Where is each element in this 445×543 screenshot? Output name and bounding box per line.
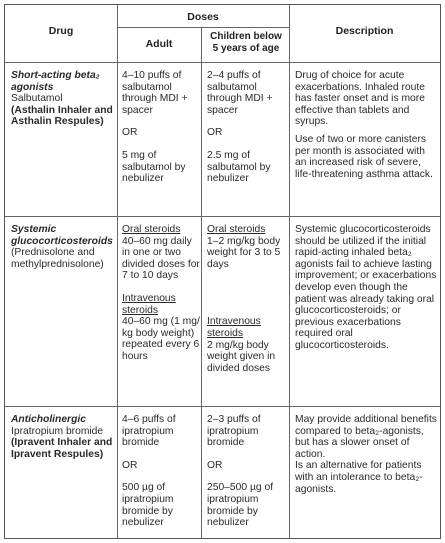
dose-text: 2–4 puffs of salbutamol through MDI + spacer [207, 70, 273, 116]
adult-dose-cell-3 [122, 414, 200, 529]
drug-brand: (Asthalin Inhaler and Asthalin Respules) [11, 104, 113, 128]
or-label: OR [122, 459, 138, 471]
header-description: Description [335, 25, 394, 37]
drug-generic: Salbutamol [11, 93, 63, 105]
drug-generic: (Prednisolone and methylprednisolone) [11, 247, 104, 270]
drug-title: Anticholinergic [11, 414, 86, 425]
route-heading: Oral steroids [122, 224, 181, 235]
adult-dose-cell-1 [122, 70, 200, 185]
or-label: OR [207, 127, 223, 139]
drug-dose-table [4, 4, 441, 539]
description-cell-2 [295, 224, 437, 352]
drug-title: Short-acting beta₂ agonists [11, 70, 100, 93]
drug-cell-2 [11, 224, 115, 270]
divider [117, 27, 289, 28]
child-dose-cell-3 [207, 414, 287, 529]
or-label: OR [207, 459, 223, 471]
route-heading: Intravenous steroids [122, 292, 176, 316]
adult-dose-cell-2 [122, 224, 200, 363]
dose-text: 4–10 puffs of salbutamol through MDI + spacer [122, 70, 188, 116]
drug-cell-3 [11, 414, 113, 460]
divider [117, 5, 118, 538]
divider [5, 216, 440, 217]
header-adult: Adult [145, 38, 173, 50]
drug-cell-1 [11, 70, 113, 128]
dose-text: 40–60 mg daily in one or two divided doses for 7 to 10 days [122, 235, 200, 282]
description-text: Systemic glucocorticosteroids should be utilized if the initial rapid-acting inhaled beta₂ agonists fail to achieve lasting improvement; or exacerbations develop even though the patient was already taking oral glucocorticosteroids; or previous exacerbations required oral glucocorticosteroids. [295, 224, 437, 351]
drug-brand: (Ipravent Inhaler and Ipravent Respules) [11, 437, 113, 460]
dose-text: 500 µg of ipratropium bromide by nebulizer [122, 482, 174, 529]
description-text: Is an alternative for patients with an intolerance to beta₂-agonists. [295, 460, 423, 495]
divider [289, 5, 290, 538]
dose-text: 2 mg/kg body weight given in divided doses [207, 339, 276, 374]
description-text: Use of two or more canisters per month is associated with an increased risk of severe, life-threatening asthma attack. [295, 133, 433, 180]
header-drug: Drug [48, 25, 74, 37]
child-dose-cell-2 [207, 224, 287, 374]
child-dose-cell-1 [207, 70, 287, 185]
dose-text: 1–2 mg/kg body weight for 3 to 5 days [207, 235, 281, 270]
description-text: Drug of choice for acute exacerbations. Inhaled route has faster onset and is more effective than tablets and syrups. [295, 70, 425, 128]
description-cell-1 [295, 70, 437, 180]
dose-text: 2–3 puffs of ipratropium bromide [207, 414, 261, 449]
route-heading: Oral steroids [207, 224, 266, 235]
dose-text: 5 mg of salbutamol by nebulizer [122, 149, 186, 185]
divider [201, 27, 202, 538]
drug-title: Systemic glucocorticosteroids [11, 224, 113, 247]
header-children: Children below 5 years of age [210, 31, 282, 54]
description-cell-3 [295, 414, 437, 495]
description-text: May provide additional benefits compared to beta₂-agonists, but has a slower onset of action. [295, 414, 437, 460]
divider [5, 406, 440, 407]
drug-generic: Ipratropium bromide [11, 425, 104, 437]
dose-text: 40–60 mg (1 mg/ kg body weight) repeated every 6 hours [122, 316, 200, 362]
divider [5, 62, 440, 63]
dose-text: 2.5 mg of salbutamol by nebulizer [207, 149, 271, 185]
dose-text: 4–6 puffs of ipratropium bromide [122, 414, 176, 449]
route-heading: Intravenous steroids [207, 316, 261, 339]
dose-text: 250–500 µg of ipratropium bromide by nebulizer [207, 482, 274, 529]
header-doses: Doses [187, 11, 219, 23]
or-label: OR [122, 127, 138, 139]
